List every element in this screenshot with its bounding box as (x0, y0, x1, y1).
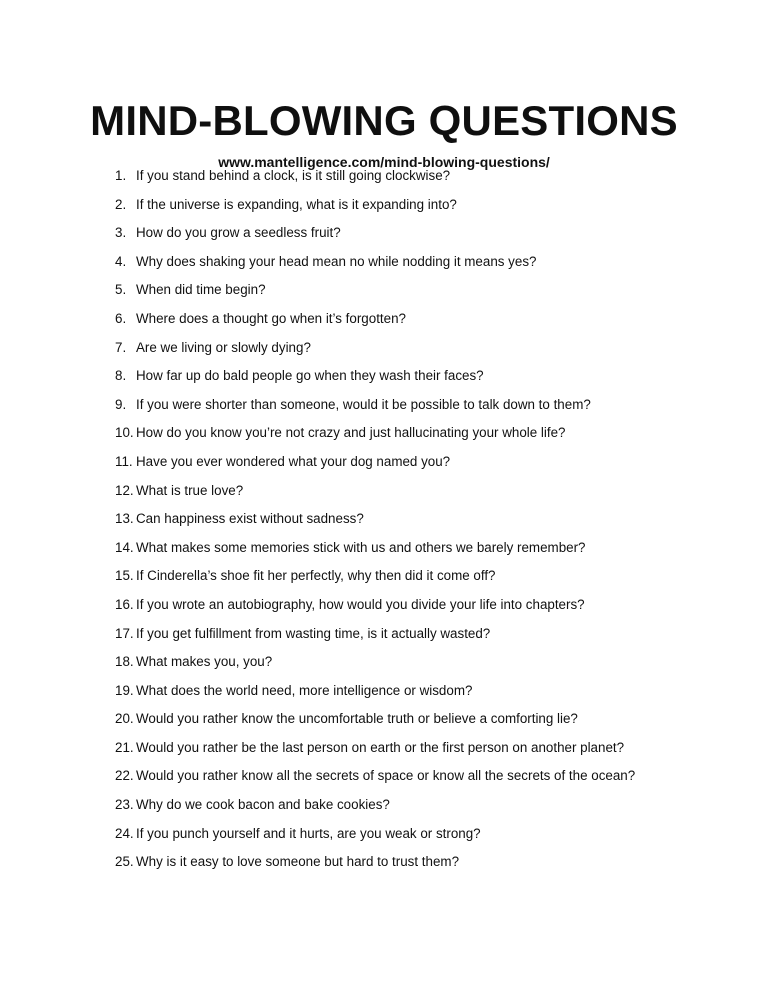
question-number: 22. (115, 768, 134, 784)
question-item (115, 710, 735, 739)
question-number: 7. (115, 339, 127, 355)
question-text: If you punch yourself and it hurts, are you weak or strong? (136, 825, 481, 841)
question-text: If you get fulfillment from wasting time, is it actually wasted? (136, 625, 491, 641)
question-item (115, 539, 735, 568)
question-number: 25. (115, 854, 134, 870)
question-number: 15. (115, 568, 134, 584)
question-number: 14. (115, 539, 134, 555)
question-item (115, 453, 735, 482)
question-number: 11. (115, 453, 133, 469)
question-text: How do you know you’re not crazy and just hallucinating your whole life? (136, 425, 566, 441)
question-text: Would you rather be the last person on earth or the first person on another planet? (136, 739, 625, 755)
question-number: 24. (115, 825, 134, 841)
question-number: 5. (115, 282, 127, 298)
question-text: Are we living or slowly dying? (136, 339, 311, 355)
page-title: MIND-BLOWING QUESTIONS (90, 97, 678, 144)
question-text: How do you grow a seedless fruit? (136, 225, 341, 241)
question-item (115, 396, 735, 425)
question-text: Would you rather know all the secrets of space or know all the secrets of the ocean? (136, 768, 636, 784)
question-item (115, 853, 735, 882)
question-number: 2. (115, 196, 127, 212)
question-number: 3. (115, 225, 127, 241)
question-item (115, 196, 735, 225)
question-number: 18. (115, 654, 134, 670)
question-text: How far up do bald people go when they wash their faces? (136, 368, 484, 384)
question-list (115, 167, 735, 882)
question-item (115, 796, 735, 825)
question-item (115, 424, 735, 453)
question-number: 23. (115, 797, 134, 813)
source-url: www.mantelligence.com/mind-blowing-questions/ (218, 154, 550, 170)
question-item (115, 625, 735, 654)
question-text: What does the world need, more intelligence or wisdom? (136, 682, 473, 698)
question-item (115, 482, 735, 511)
question-item (115, 682, 735, 711)
question-number: 6. (115, 310, 127, 326)
question-item (115, 510, 735, 539)
question-number: 17. (115, 625, 134, 641)
question-text: Where does a thought go when it’s forgotten? (136, 310, 406, 326)
question-item (115, 167, 735, 196)
question-item (115, 767, 735, 796)
question-number: 21. (115, 739, 134, 755)
question-text: Why does shaking your head mean no while nodding it means yes? (136, 253, 537, 269)
question-number: 13. (115, 511, 134, 527)
question-number: 19. (115, 682, 134, 698)
question-text: If you wrote an autobiography, how would you divide your life into chapters? (136, 596, 585, 612)
question-text: If the universe is expanding, what is it expanding into? (136, 196, 457, 212)
question-item (115, 339, 735, 368)
question-text: Why do we cook bacon and bake cookies? (136, 797, 390, 813)
question-text: What is true love? (136, 482, 244, 498)
question-item (115, 253, 735, 282)
question-number: 8. (115, 368, 127, 384)
question-text: What makes you, you? (136, 654, 273, 670)
question-item (115, 224, 735, 253)
question-item (115, 281, 735, 310)
question-text: Would you rather know the uncomfortable truth or believe a comforting lie? (136, 711, 578, 727)
question-text: When did time begin? (136, 282, 266, 298)
question-item (115, 825, 735, 854)
question-item (115, 367, 735, 396)
question-item (115, 310, 735, 339)
question-text: What makes some memories stick with us and others we barely remember? (136, 539, 586, 555)
question-number: 16. (115, 596, 134, 612)
question-text: If Cinderella’s shoe fit her perfectly, why then did it come off? (136, 568, 496, 584)
question-text: Why is it easy to love someone but hard to trust them? (136, 854, 460, 870)
question-number: 4. (115, 253, 127, 269)
question-number: 20. (115, 711, 134, 727)
question-text: Can happiness exist without sadness? (136, 511, 364, 527)
question-item (115, 596, 735, 625)
question-item (115, 653, 735, 682)
question-number: 1. (115, 168, 127, 183)
question-text: Have you ever wondered what your dog named you? (136, 453, 451, 469)
question-number: 12. (115, 482, 134, 498)
question-item (115, 567, 735, 596)
question-text: If you were shorter than someone, would it be possible to talk down to them? (136, 396, 591, 412)
question-number: 9. (115, 396, 127, 412)
question-number: 10. (115, 425, 134, 441)
question-item (115, 739, 735, 768)
question-text: If you stand behind a clock, is it still going clockwise? (136, 168, 451, 183)
